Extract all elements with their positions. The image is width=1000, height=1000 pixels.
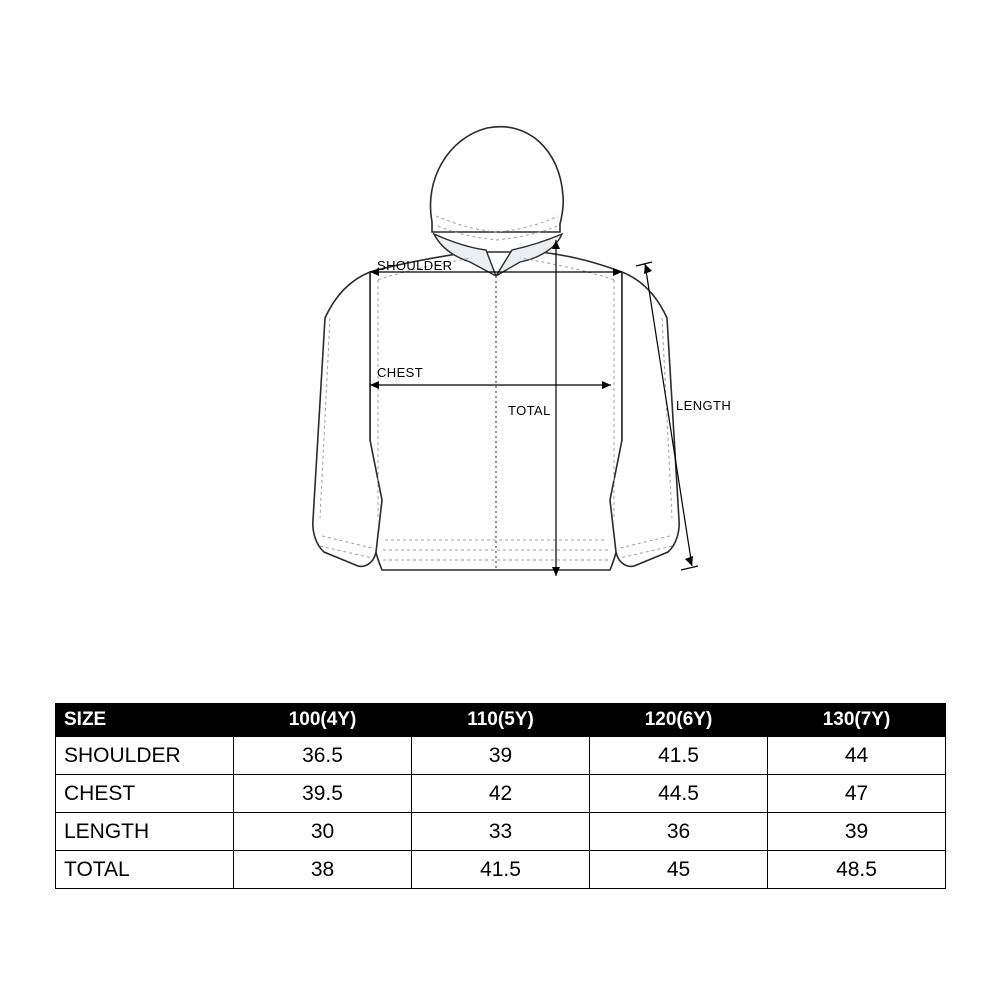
header-size: SIZE [56,704,234,737]
cell-length-110: 33 [412,813,590,851]
cell-length-100: 30 [234,813,412,851]
cell-chest-120: 44.5 [590,775,768,813]
table-row [56,851,946,889]
row-label-total: TOTAL [56,851,234,889]
header-size-130: 130(7Y) [768,704,946,737]
size-chart [55,703,945,889]
table-row [56,737,946,775]
size-table [55,703,946,889]
cell-chest-130: 47 [768,775,946,813]
cell-total-120: 45 [590,851,768,889]
table-header-row [56,704,946,737]
cell-total-130: 48.5 [768,851,946,889]
table-row [56,775,946,813]
cell-total-110: 41.5 [412,851,590,889]
label-length: LENGTH [676,398,732,413]
hoodie-hood [430,127,563,232]
row-label-chest: CHEST [56,775,234,813]
cell-shoulder-110: 39 [412,737,590,775]
header-size-120: 120(6Y) [590,704,768,737]
cell-chest-110: 42 [412,775,590,813]
cell-shoulder-120: 41.5 [590,737,768,775]
cell-length-120: 36 [590,813,768,851]
label-total: TOTAL [508,403,551,418]
cell-shoulder-100: 36.5 [234,737,412,775]
cell-length-130: 39 [768,813,946,851]
cell-shoulder-130: 44 [768,737,946,775]
row-label-shoulder: SHOULDER [56,737,234,775]
table-row [56,813,946,851]
label-chest: CHEST [377,365,424,380]
row-label-length: LENGTH [56,813,234,851]
cell-total-100: 38 [234,851,412,889]
header-size-100: 100(4Y) [234,704,412,737]
cell-chest-100: 39.5 [234,775,412,813]
header-size-110: 110(5Y) [412,704,590,737]
label-shoulder: SHOULDER [377,258,453,273]
